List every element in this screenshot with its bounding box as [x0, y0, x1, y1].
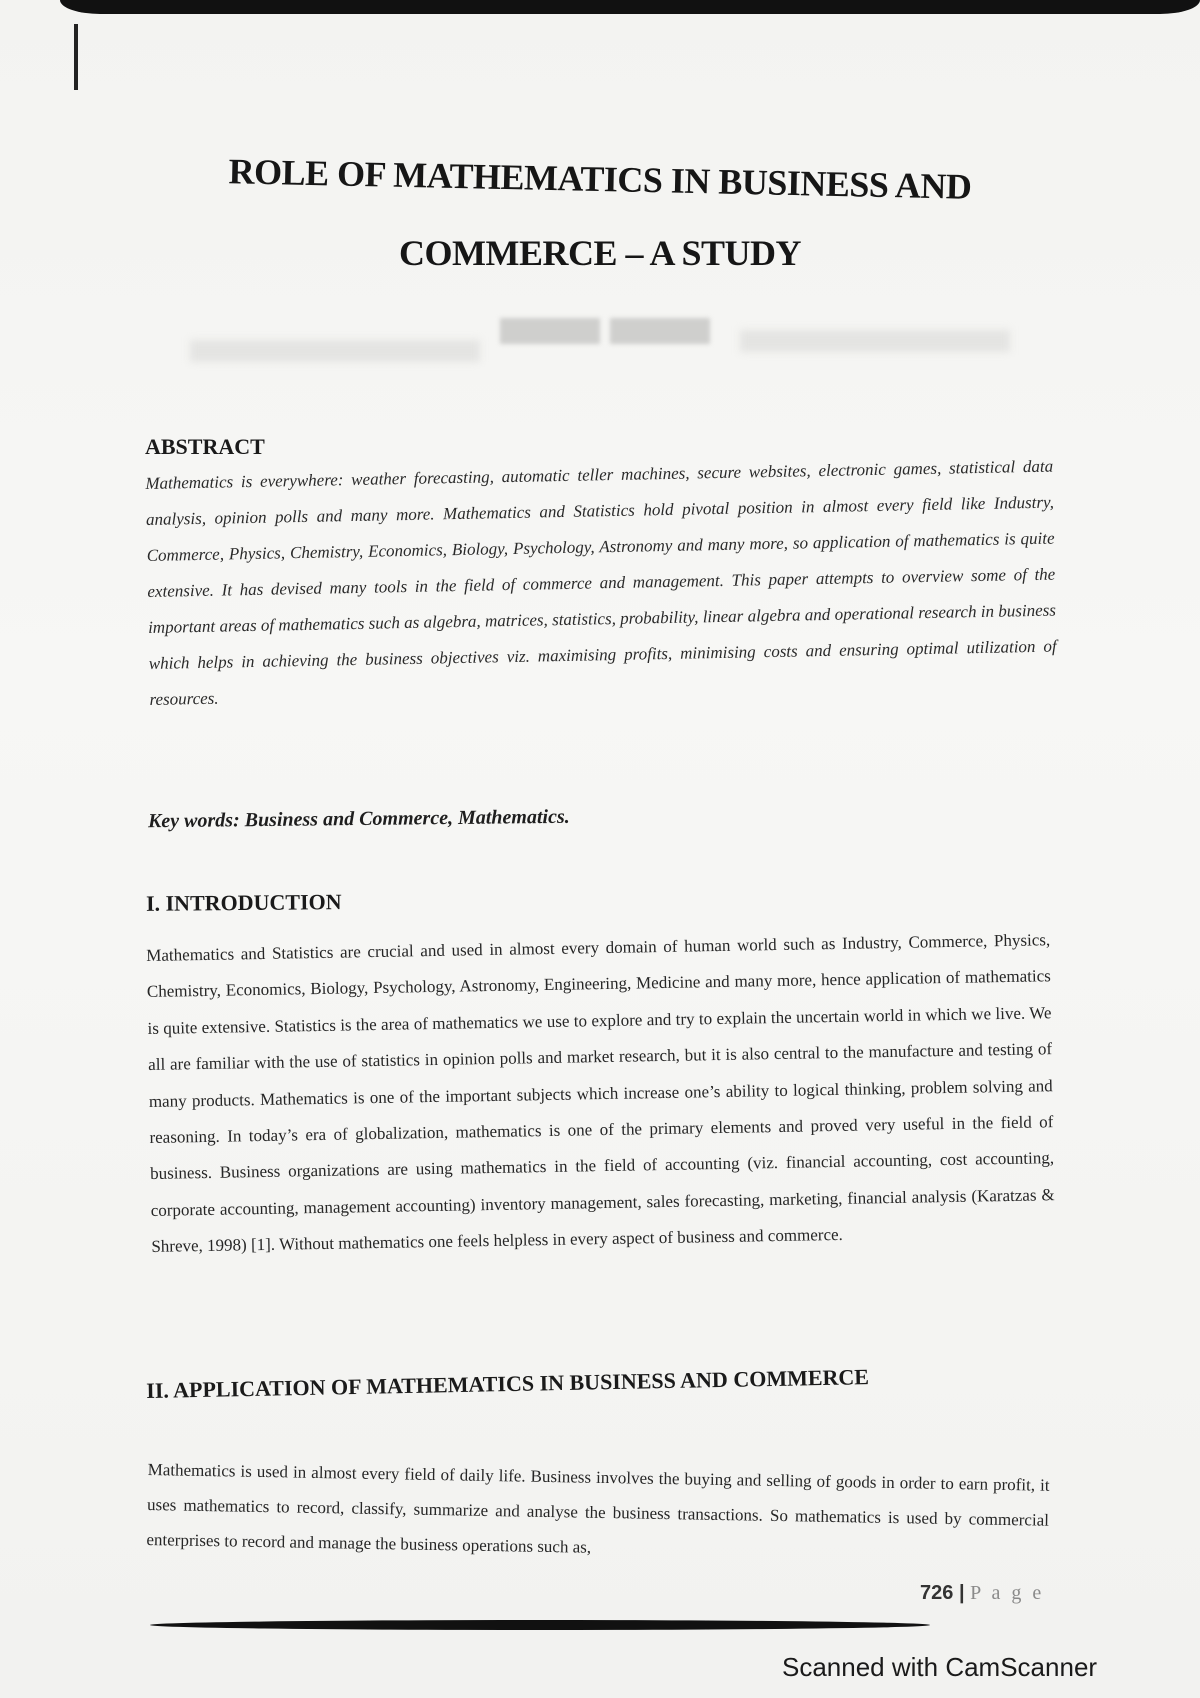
introduction-text: Mathematics and Statistics are crucial and used in almost every domain of human world such as Industry, Commerce, Physics, Chemistry, Economics, Biology, Psychology, Astronomy, Engineering, Medicine and many more, hence application of mathematics is quite extensive. Statistics is the area of mathematics we use to explore and try to explain the uncertain world in which we live. We all are familiar with the use of statistics in opinion polls and market research, but it is also central to the manufacture and testing of many products. Mathematics is one of the important subjects which increase one’s ability to logical thinking, problem solving and reasoning. In today’s era of globalization, mathematics is one of the primary elements and proved very useful in the field of business. Business organizations are using mathematics in the field of accounting (viz. financial accounting, cost accounting, corporate accounting, management accounting) inventory management, sales forecasting, marketing, financial analysis (Karatzas & Shreve, 1998) [1]. Without mathematics one feels helpless in every aspect of business and commerce.	[146, 930, 1055, 1257]
page-label: P a g e	[970, 1582, 1045, 1604]
scan-shadow-top	[60, 0, 1200, 14]
application-heading: II. APPLICATION OF MATHEMATICS IN BUSINESS AND COMMERCE	[146, 1364, 870, 1403]
scan-edge-mark	[74, 24, 78, 90]
introduction-heading: I. INTRODUCTION	[145, 889, 342, 916]
page-footer	[920, 1582, 1044, 1605]
abstract-heading: ABSTRACT	[145, 434, 265, 459]
redacted-affiliation-left	[190, 340, 480, 362]
paper-title-line-2: COMMERCE – A STUDY	[398, 233, 802, 273]
keywords-line: Key words: Business and Commerce, Mathematics.	[147, 805, 570, 833]
camscanner-watermark: Scanned with CamScanner	[782, 1652, 1098, 1682]
page-number: 726	[920, 1582, 954, 1604]
redacted-affiliation-right	[740, 330, 1010, 352]
paper-title-line-1: ROLE OF MATHEMATICS IN BUSINESS AND	[228, 151, 972, 207]
application-text: Mathematics is used in almost every field of daily life. Business involves the buying and selling of goods in order to earn profit, it uses mathematics to record, classify, summarize and analyse the business transactions. So mathematics is used by commercial enterprises to record and manage the business operations such as,	[146, 1459, 1050, 1557]
abstract-text: Mathematics is everywhere: weather forecasting, automatic teller machines, secure websites, electronic games, statistical data analysis, opinion polls and many more. Mathematics and Statistics hold pivotal position in almost every field like Industry, Commerce, Physics, Chemistry, Economics, Biology, Psychology, Astronomy and many more, so application of mathematics is quite extensive. It has devised many tools in the field of commerce and management. This paper attempts to overview some of the important areas of mathematics such as algebra, matrices, statistics, probability, linear algebra and operational research in business which helps in achieving the business objectives viz. maximising profits, minimising costs and ensuring optimal utilization of resources.	[145, 456, 1057, 709]
scan-shadow-bottom	[150, 1620, 930, 1630]
redacted-author-name	[500, 318, 714, 344]
page-separator: |	[958, 1582, 965, 1604]
